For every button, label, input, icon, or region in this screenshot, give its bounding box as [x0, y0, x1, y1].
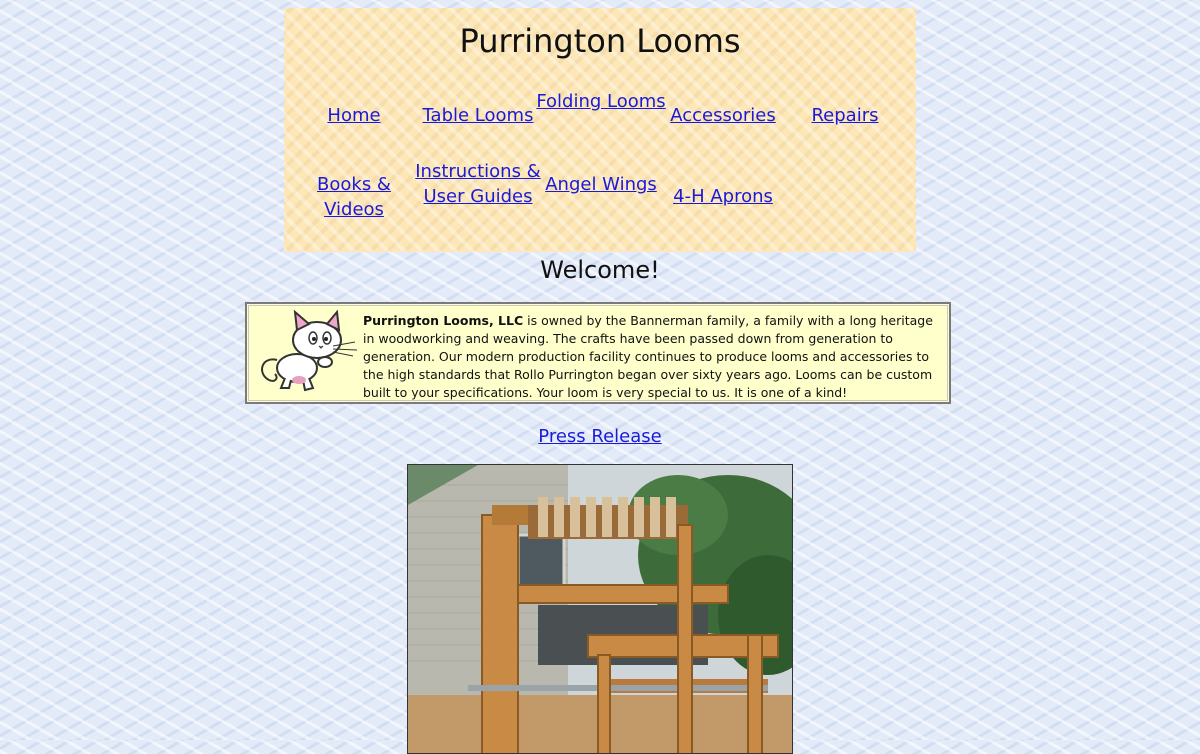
site-header: [284, 8, 916, 252]
nav-table-looms[interactable]: Table Looms: [422, 105, 534, 126]
nav-home[interactable]: Home: [327, 105, 381, 126]
nav-instructions-user-guides[interactable]: Instructions & User Guides: [415, 161, 541, 207]
welcome-heading: Welcome!: [540, 256, 660, 284]
nav-repairs[interactable]: Repairs: [811, 105, 879, 126]
intro-box: [245, 302, 951, 404]
press-release-link[interactable]: Press Release: [538, 426, 662, 447]
nav-angel-wings[interactable]: Angel Wings: [545, 174, 657, 195]
cat-mascot-icon: [255, 310, 359, 394]
nav-folding-looms[interactable]: Folding Looms: [536, 91, 666, 112]
loom-photo: [407, 464, 793, 754]
nav-accessories[interactable]: Accessories: [670, 105, 776, 126]
nav-books-videos[interactable]: Books & Videos: [317, 174, 391, 220]
loom-photo-illustration: [408, 465, 793, 754]
intro-description: is owned by the Bannerman family, a family with a long heritage in woodworking and weaving. The crafts have been passed down from generation to generation. Our modern production facility continues to produce looms and accessories to the high standards that Rollo Purrington began over sixty years ago. Looms can be custom built to your specifications. Your loom is very special to us. It is one of a kind!: [363, 313, 933, 400]
site-title: Purrington Looms: [459, 22, 741, 60]
intro-text: [363, 312, 943, 402]
nav-4h-aprons[interactable]: 4-H Aprons: [673, 186, 773, 207]
company-name: Purrington Looms, LLC: [363, 313, 524, 328]
